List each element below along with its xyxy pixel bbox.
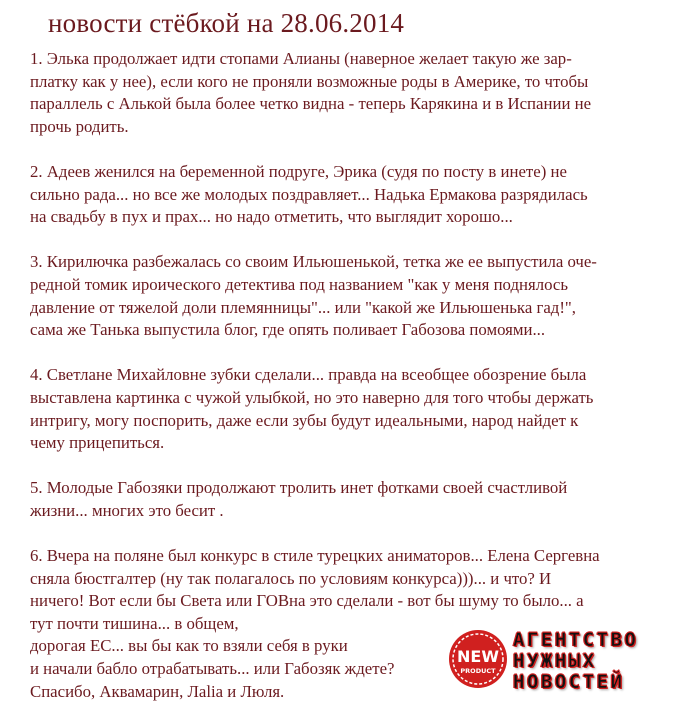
news-item-2 [30,161,680,229]
text-line: чему прицепиться. [30,433,165,453]
text-line: сняла бюстгалтер (ну так полагалось по условиям конкурса)))... и что? И [30,568,552,588]
page-title: новости стёбкой на 28.06.2014 [48,8,405,38]
text-line: интригу, могу поспорить, даже если зубы будут идеальными, народ найдет к [30,410,579,430]
text-line: платку как у нее), если кого не проняли возможные роды в Америке, то чтобы [30,71,589,91]
text-line: 3. Кирилючка разбежалась со своим Ильюшенькой, тетка же ее выпустила оче- [30,252,597,272]
text-line: дорогая ЕС... вы бы как то взяли себя в руки [30,636,348,656]
agency-name [513,630,699,693]
text-line: 2. Адеев женился на беременной подруге, Эрика (судя по посту в инете) не [30,161,567,181]
text-line: на свадьбу в пух и прах... но надо отметить, что выглядит хорошо... [30,207,513,227]
text-line: Спасибо, Аквамарин, Лаlia и Люля. [30,681,285,701]
news-item-5 [30,477,680,522]
text-line: выставлена картинка с чужой улыбкой, но это наверно для того чтобы держать [30,387,594,407]
text-line: 1. Элька продолжает идти стопами Алианы (наверное желает такую же зар- [30,49,572,68]
news-item-3 [30,251,680,341]
news-content [30,48,680,703]
text-line: прочь родить. [30,116,129,136]
text-line: редной томик ироического детектива под названием "как у меня поднялось [30,274,568,294]
text-line: сама же Танька выпустила блог, где опять поливает Габозова помоями... [30,320,546,340]
text-line: 4. Светлане Михайловне зубки сделали... правда на всеобщее обозрение была [30,365,587,385]
agency-logo [447,628,700,700]
text-line: параллель с Алькой была более четко видна - теперь Карякина и в Испании не [30,94,592,114]
badge-bottom-text: PRODUCT [460,667,496,675]
new-product-badge-icon [447,628,509,690]
text-line: сильно рада... но все же молодых поздравляет... Надька Ермакова разрядилась [30,184,588,204]
text-line: давление от тяжелой доли племянницы"... или "какой же Ильюшенька гад!", [30,297,576,317]
text-line: тут почти тишина... в общем, [30,613,239,633]
agency-name-line: НОВОСТЕЙ [513,671,625,693]
text-line: 6. Вчера на поляне был конкурс в стиле турецких аниматоров... Елена Сергевна [30,546,600,566]
agency-name-line: НУЖНЫХ [513,650,597,672]
text-line: и начали бабло отрабатывать... или Габозяк ждете? [30,659,395,679]
text-line: жизни... многих это бесит . [30,500,224,520]
text-line: ничего! Вот если бы Света или ГОВна это сделали - вот бы шуму то было... а [30,591,584,611]
agency-name-line: АГЕНТСТВО [513,629,639,651]
badge-top-text: NEW [457,647,499,666]
text-line: 5. Молодые Габозяки продолжают тролить инет фотками своей счастливой [30,478,568,498]
news-item-4 [30,364,680,454]
news-item-1 [30,48,680,138]
